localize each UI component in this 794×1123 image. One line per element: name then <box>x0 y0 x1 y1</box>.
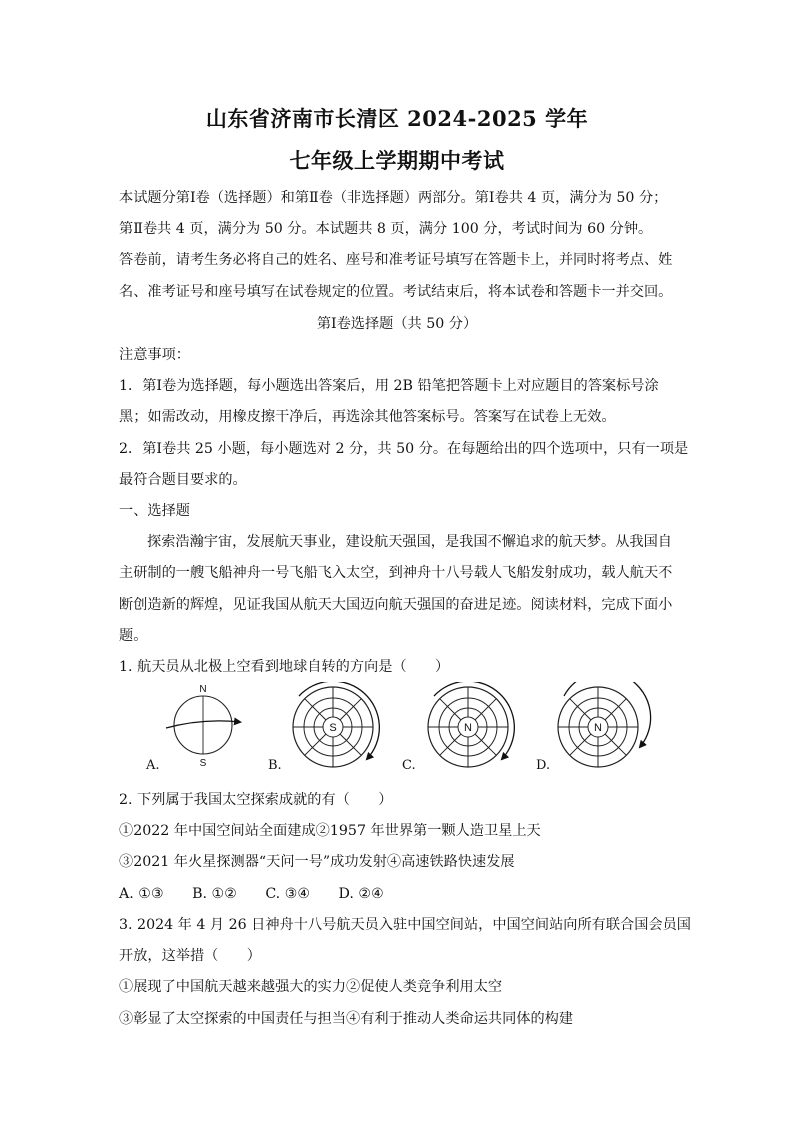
intro-line: 名、准考证号和座号填写在试卷规定的位置。考试结束后，将本试卷和答题卡一并交回。 <box>119 284 673 300</box>
option-d-polar-diagram <box>558 682 651 767</box>
question-2-item: ③2021 年火星探测器“天问一号”成功发射④高速铁路快速发展 <box>119 854 515 870</box>
question-2-choices: A. ①③ B. ①② C. ③④ D. ②④ <box>119 886 384 902</box>
question-2-stem: 2. 下列属于我国太空探索成就的有（ ） <box>119 792 393 808</box>
note-line: 最符合题目要求的。 <box>119 472 247 488</box>
south-label: S <box>199 758 207 769</box>
option-b-polar-diagram <box>293 682 379 767</box>
option-c-label: C. <box>402 758 416 773</box>
exam-title-line1: 山东省济南市长清区 2024-2025 学年 <box>205 106 589 131</box>
question-3-item: ③彰显了太空探索的中国责任与担当④有利于推动人类命运共同体的构建 <box>119 1011 574 1027</box>
q1-figure <box>140 682 680 777</box>
north-label: N <box>199 684 207 695</box>
question-3-item: ①展现了中国航天越来越强大的实力②促使人类竞争利用太空 <box>119 979 503 995</box>
option-a-label: A. <box>146 758 160 773</box>
part-title: 一、选择题 <box>119 503 190 519</box>
option-a-globe-diagram <box>166 684 240 769</box>
note-line: 1．第Ⅰ卷为选择题，每小题选出答案后，用 2B 铅笔把答题卡上对应题目的答案标号涂 <box>119 378 659 394</box>
option-d-label: D. <box>536 758 551 773</box>
notes-title: 注意事项： <box>119 347 190 363</box>
note-line: 黑；如需改动，用橡皮擦干净后，再选涂其他答案标号。答案写在试卷上无效。 <box>119 409 616 425</box>
question-1-stem: 1. 航天员从北极上空看到地球自转的方向是（ ） <box>119 659 450 675</box>
option-c-polar-diagram <box>428 682 514 767</box>
section-title: 第Ⅰ卷选择题（共 50 分） <box>316 316 478 332</box>
question-3-stem: 开放，这举措（ ） <box>119 948 261 964</box>
question-2-item: ①2022 年中国空间站全面建成②1957 年世界第一颗人造卫星上天 <box>119 823 541 839</box>
intro-line: 本试题分第Ⅰ卷（选择题）和第Ⅱ卷（非选择题）两部分。第Ⅰ卷共 4 页，满分为 50 分； <box>119 190 668 206</box>
note-line: 2．第Ⅰ卷共 25 小题，每小题选对 2 分，共 50 分。在每题给出的四个选项中，只有一项是 <box>119 441 689 457</box>
north-pole-label: N <box>464 722 472 734</box>
south-pole-label: S <box>329 722 337 734</box>
passage-line: 断创造新的辉煌，见证我国从航天大国迈向航天强国的奋进足迹。阅读材料，完成下面小 <box>119 597 673 613</box>
exam-title-line2: 七年级上学期期中考试 <box>289 148 505 173</box>
intro-line: 答卷前，请考生务必将自己的姓名、座号和准考证号填写在答题卡上，并同时将考点、姓 <box>119 252 673 268</box>
question-3-stem: 3. 2024 年 4 月 26 日神舟十八号航天员入驻中国空间站，中国空间站向所有联合国会员国 <box>119 917 691 933</box>
north-pole-label: N <box>594 722 602 734</box>
intro-line: 第Ⅱ卷共 4 页，满分为 50 分。本试题共 8 页，满分 100 分，考试时间为 60 分钟。 <box>119 221 653 237</box>
passage-line: 题。 <box>119 628 148 644</box>
passage-line: 主研制的一艘飞船神舟一号飞船飞入太空，到神舟十八号载人飞船发射成功，载人航天不 <box>119 565 673 581</box>
passage-line: 探索浩瀚宇宙，发展航天事业，建设航天强国，是我国不懈追求的航天梦。从我国自 <box>147 534 672 550</box>
option-b-label: B. <box>268 758 282 773</box>
